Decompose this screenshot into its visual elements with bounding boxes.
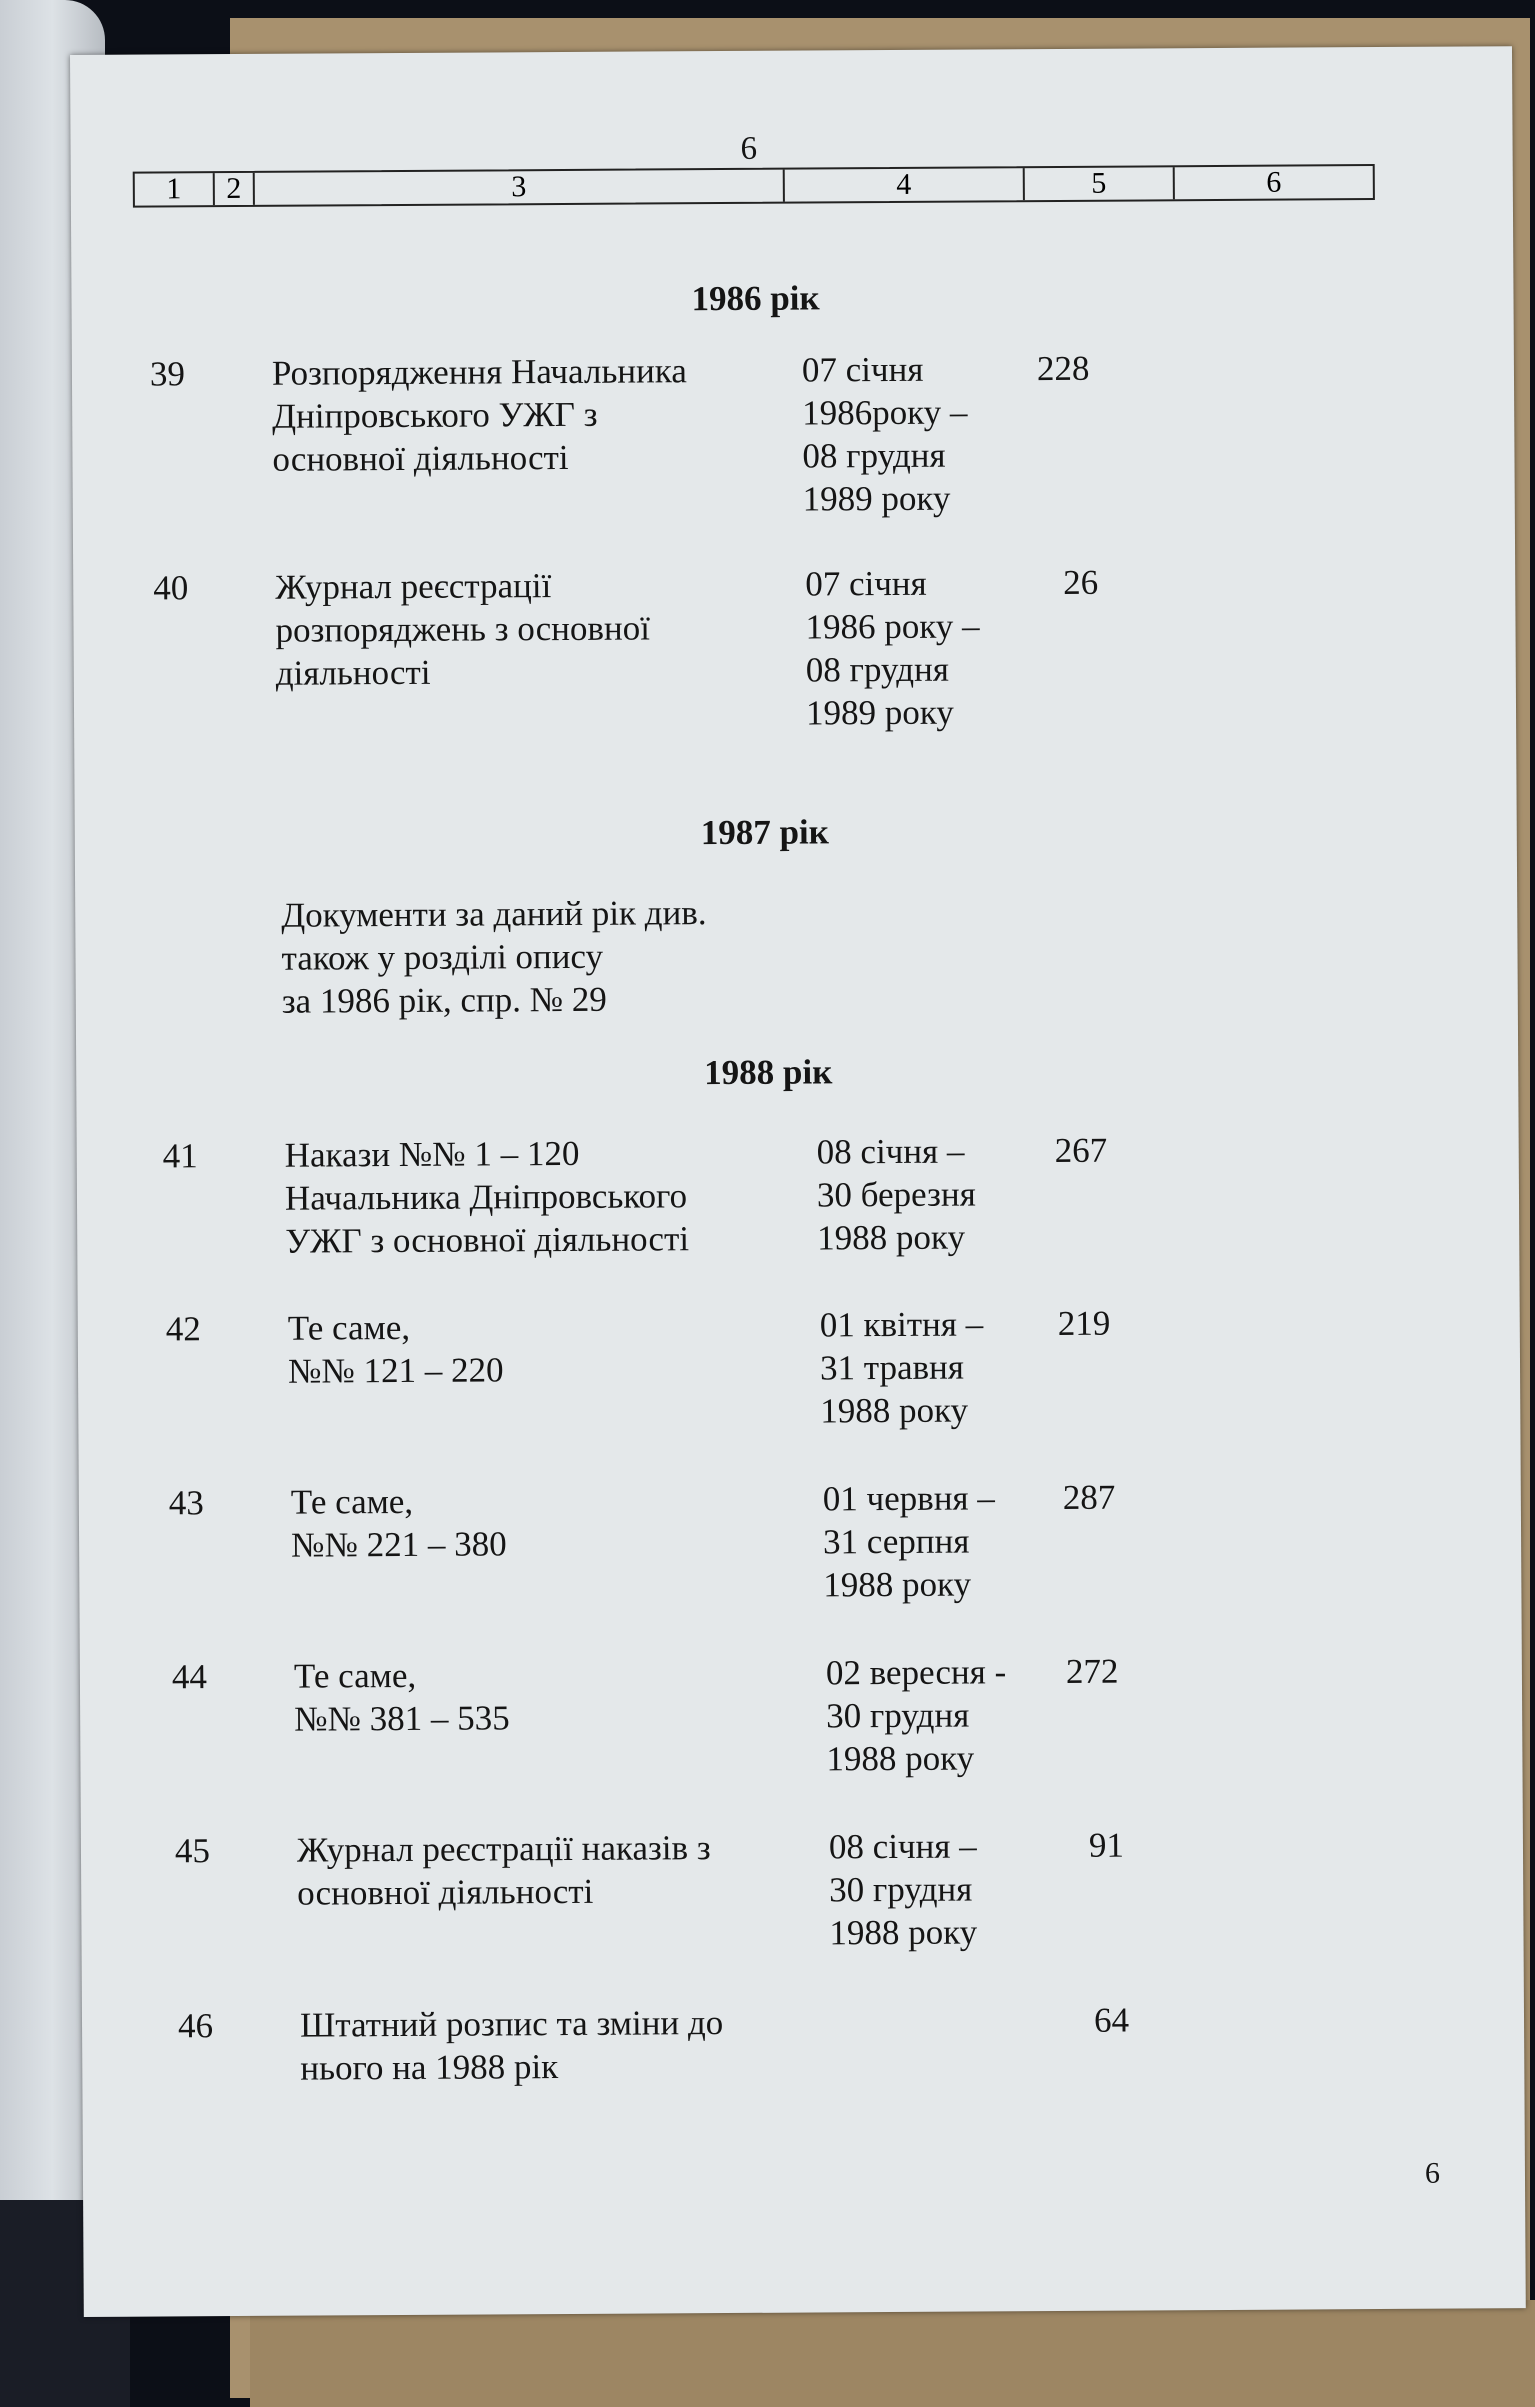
entry-dates: 02 вересня - 30 грудня 1988 року xyxy=(825,1652,1007,1779)
entry-sheets: 64 xyxy=(1093,2000,1130,2040)
entry-title: Журнал реєстрації наказів з основної діяльності xyxy=(296,1828,711,1913)
entry-title: Те саме, №№ 381 – 535 xyxy=(293,1655,510,1739)
entry-number: 39 xyxy=(149,354,186,394)
column-header-2: 2 xyxy=(215,173,255,205)
column-header-row xyxy=(133,164,1375,208)
column-header-6: 6 xyxy=(1266,165,1282,199)
entry-sheets: 26 xyxy=(1063,562,1099,602)
entry-number: 46 xyxy=(177,2006,214,2046)
entry-sheets: 228 xyxy=(1036,348,1090,389)
entry-dates: 07 січня 1986 року – 08 грудня 1989 року xyxy=(805,563,980,733)
column-header-1: 1 xyxy=(135,173,215,205)
column-header-5: 5 xyxy=(1025,167,1175,200)
column-header-4: 4 xyxy=(785,168,1025,201)
header-page-number: 6 xyxy=(740,130,758,167)
entry-title: Те саме, №№ 121 – 220 xyxy=(287,1307,504,1391)
entry-number: 43 xyxy=(168,1483,204,1523)
year-heading-1986: 1986 рік xyxy=(691,278,820,319)
entry-sheets: 287 xyxy=(1062,1477,1116,1517)
entry-title: Штатний розпис та зміни до нього на 1988 рік xyxy=(299,2003,724,2088)
footer-page-number: 6 xyxy=(1424,2156,1441,2190)
section-note: Документи за даний рік див. також у розділі опису за 1986 рік, спр. № 29 xyxy=(281,893,707,1021)
entry-number: 45 xyxy=(174,1831,211,1871)
entry-dates: 08 січня – 30 грудня 1988 року xyxy=(828,1826,978,1953)
entry-number: 41 xyxy=(162,1136,198,1176)
entry-title: Накази №№ 1 – 120 Начальника Дніпровського УЖГ з основної діяльності xyxy=(284,1133,690,1261)
entry-dates: 07 січня 1986року – 08 грудня 1989 року xyxy=(801,349,968,519)
entry-title: Те саме, №№ 221 – 380 xyxy=(290,1481,507,1565)
entry-number: 42 xyxy=(165,1309,201,1349)
entry-title: Журнал реєстрації розпоряджень з основної діяльності xyxy=(275,566,650,693)
entry-sheets: 91 xyxy=(1088,1825,1125,1865)
entry-dates: 01 квітня – 31 травня 1988 року xyxy=(819,1304,984,1431)
entry-sheets: 272 xyxy=(1065,1651,1119,1691)
year-heading-1988: 1988 рік xyxy=(704,1052,833,1093)
entry-dates: 08 січня – 30 березня 1988 року xyxy=(816,1131,976,1258)
column-header-3: 3 xyxy=(255,170,785,205)
entry-sheets: 267 xyxy=(1054,1130,1108,1171)
entry-number: 44 xyxy=(171,1657,208,1697)
entry-sheets: 219 xyxy=(1057,1303,1111,1343)
year-heading-1987: 1987 рік xyxy=(700,812,829,853)
entry-dates: 01 червня – 31 серпня 1988 року xyxy=(822,1478,995,1605)
cardboard-bottom xyxy=(250,2300,1535,2407)
entry-number: 40 xyxy=(153,568,189,608)
entry-title: Розпорядження Начальника Дніпровського УЖГ з основної діяльності xyxy=(271,351,687,479)
document-page xyxy=(70,46,1526,2317)
